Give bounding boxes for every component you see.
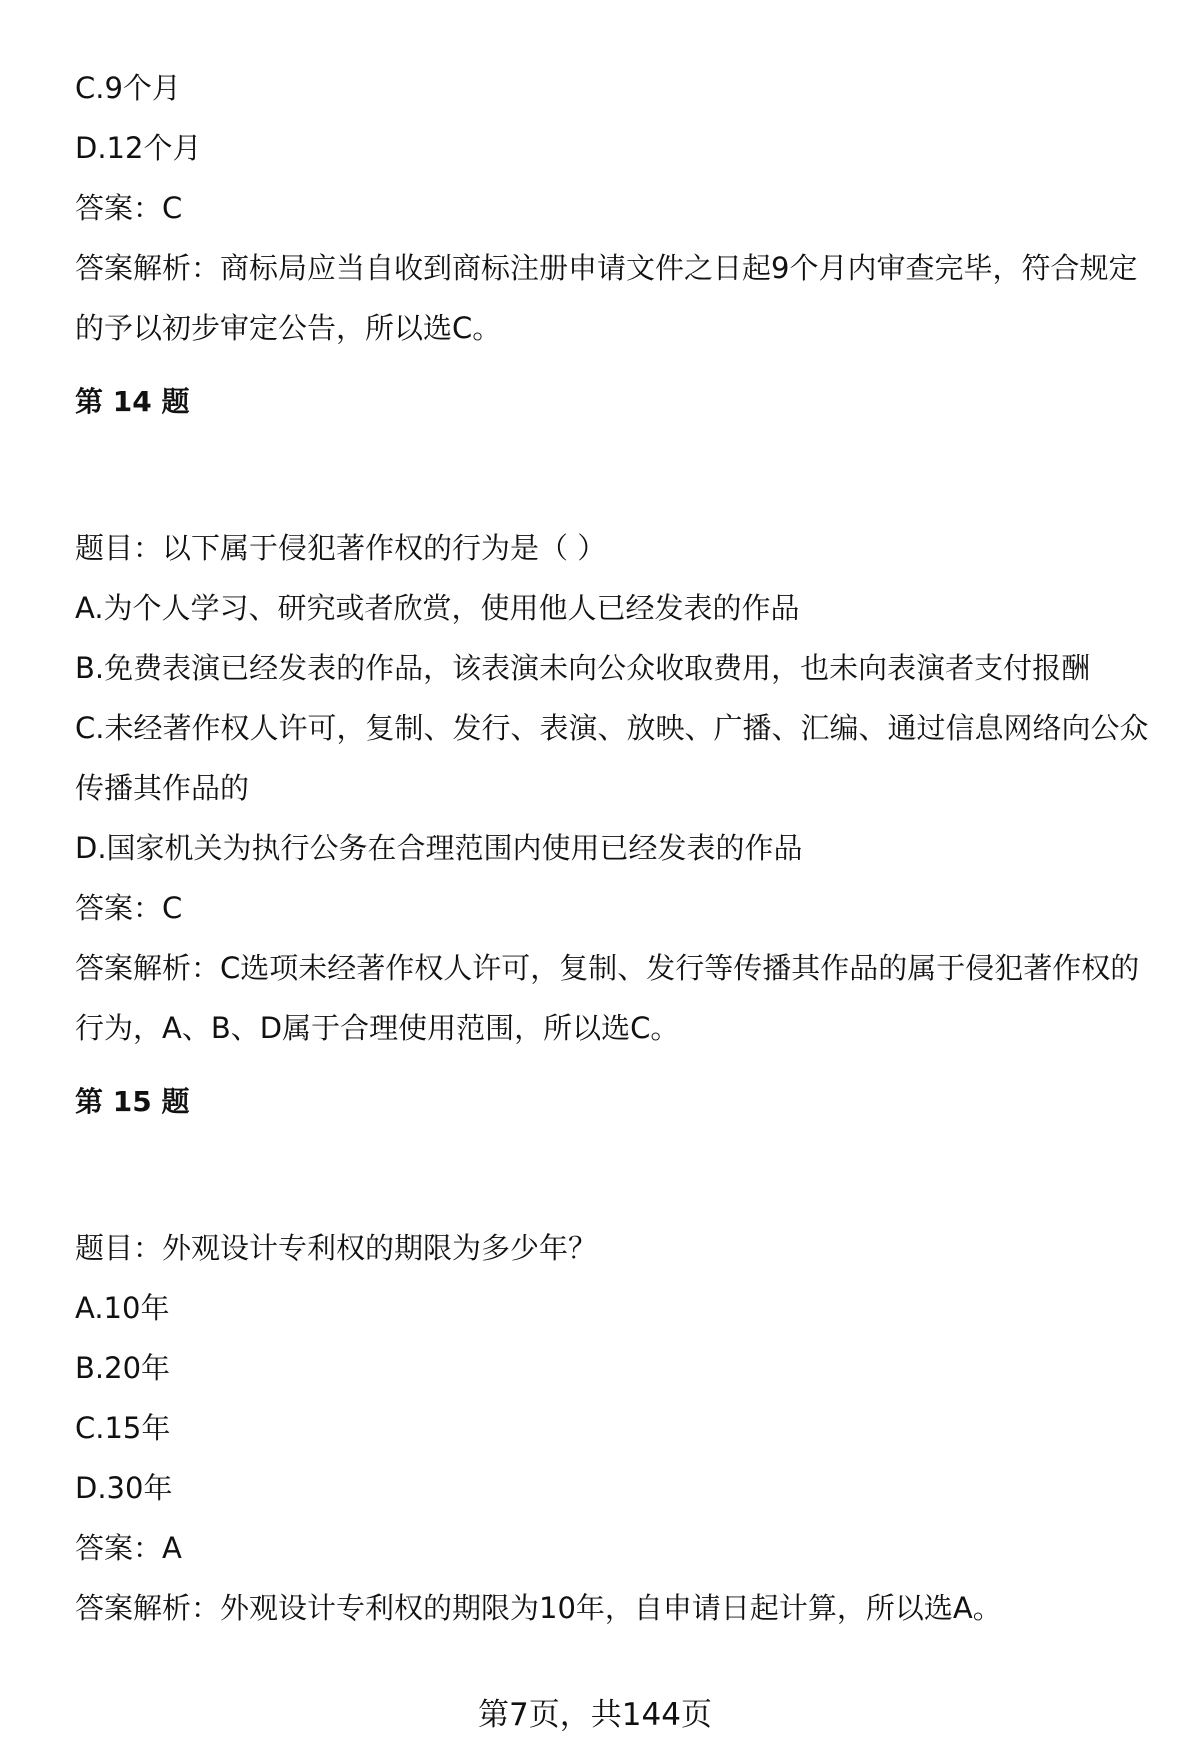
option-d: D.国家机关为执行公务在合理范围内使用已经发表的作品 xyxy=(75,831,803,865)
option-c: C.9个月 xyxy=(75,71,181,105)
question-heading-14: 第 14 题 xyxy=(75,385,190,418)
page-number: 第7页，共144页 xyxy=(478,1697,712,1733)
question-heading-15: 第 15 题 xyxy=(75,1085,190,1118)
option-a: A.为个人学习、研究或者欣赏，使用他人已经发表的作品 xyxy=(75,591,800,625)
option-b: B.20年 xyxy=(75,1351,171,1385)
spacer xyxy=(75,1132,1165,1218)
question-text-15: 题目：外观设计专利权的期限为多少年？ xyxy=(75,1231,598,1265)
option-c: C.15年 xyxy=(75,1411,171,1445)
answer: 答案：C xyxy=(75,191,183,225)
answer-explanation: 答案解析：外观设计专利权的期限为10年，自申请日起计算，所以选A。 xyxy=(75,1591,1002,1625)
option-d: D.12个月 xyxy=(75,131,202,165)
spacer xyxy=(75,432,1165,518)
document-content xyxy=(75,58,1165,1638)
option-c: C.未经著作权人许可，复制、发行、表演、放映、广播、汇编、通过信息网络向公众传播其作品的 xyxy=(75,711,1149,805)
answer-explanation: 答案解析：C选项未经著作权人许可，复制、发行等传播其作品的属于侵犯著作权的行为，A、B、D属于合理使用范围，所以选C。 xyxy=(75,951,1140,1045)
option-b: B.免费表演已经发表的作品，该表演未向公众收取费用，也未向表演者支付报酬 xyxy=(75,651,1091,685)
option-a: A.10年 xyxy=(75,1291,170,1325)
option-d: D.30年 xyxy=(75,1471,173,1505)
answer: 答案：C xyxy=(75,891,183,925)
answer: 答案：A xyxy=(75,1531,182,1565)
question-text-14: 题目：以下属于侵犯著作权的行为是（ ） xyxy=(75,531,607,565)
answer-explanation: 答案解析：商标局应当自收到商标注册申请文件之日起9个月内审查完毕，符合规定的予以初步审定公告，所以选C。 xyxy=(75,251,1138,345)
